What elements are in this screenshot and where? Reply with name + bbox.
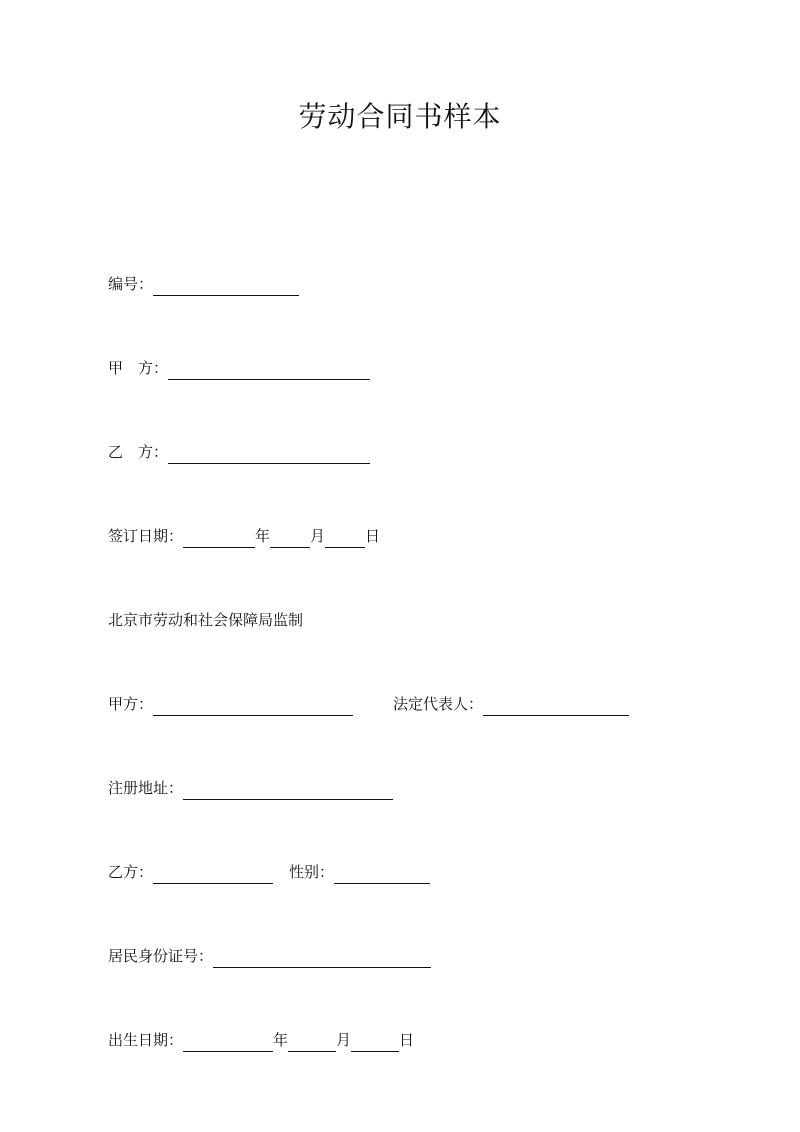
sign-month-blank[interactable] bbox=[270, 529, 310, 548]
employee-blank[interactable] bbox=[153, 865, 273, 884]
legal-rep-blank[interactable] bbox=[483, 697, 629, 716]
sign-day-label: 日 bbox=[365, 527, 381, 545]
party-a-blank[interactable] bbox=[168, 361, 370, 380]
birth-day-blank[interactable] bbox=[351, 1033, 399, 1052]
party-b-label: 乙 方： bbox=[108, 443, 169, 461]
document-title: 劳动合同书样本 bbox=[298, 100, 502, 133]
birth-month-blank[interactable] bbox=[288, 1033, 336, 1052]
reg-address-blank[interactable] bbox=[183, 781, 393, 800]
birth-day-label: 日 bbox=[399, 1031, 415, 1049]
employer-blank[interactable] bbox=[153, 697, 353, 716]
id-number-label: 居民身份证号： bbox=[108, 947, 214, 965]
party-b-row bbox=[108, 440, 370, 464]
sign-month-label: 月 bbox=[310, 527, 326, 545]
birth-date-row bbox=[108, 1028, 414, 1052]
serial-number-blank[interactable] bbox=[153, 277, 299, 296]
party-a-label: 甲 方： bbox=[108, 359, 169, 377]
party-b-blank[interactable] bbox=[168, 445, 370, 464]
sign-date-row bbox=[108, 524, 380, 548]
employer-label: 甲方： bbox=[108, 695, 154, 713]
employee-label: 乙方： bbox=[108, 863, 154, 881]
supervisor-text: 北京市劳动和社会保障局监制 bbox=[108, 611, 304, 629]
party-a-row bbox=[108, 356, 370, 380]
sign-date-label: 签订日期： bbox=[108, 527, 184, 545]
employer-row bbox=[108, 692, 629, 716]
sign-year-label: 年 bbox=[255, 527, 271, 545]
id-number-blank[interactable] bbox=[213, 949, 431, 968]
gender-label: 性别： bbox=[289, 863, 335, 881]
reg-address-label: 注册地址： bbox=[108, 779, 184, 797]
employee-row bbox=[108, 860, 430, 884]
birth-date-label: 出生日期： bbox=[108, 1031, 184, 1049]
reg-address-row bbox=[108, 776, 393, 800]
serial-number-label: 编号： bbox=[108, 275, 154, 293]
gender-blank[interactable] bbox=[334, 865, 430, 884]
serial-number-row bbox=[108, 272, 299, 296]
supervisor-row bbox=[108, 608, 303, 632]
birth-month-label: 月 bbox=[336, 1031, 352, 1049]
sign-year-blank[interactable] bbox=[183, 529, 255, 548]
id-number-row bbox=[108, 944, 431, 968]
legal-rep-label: 法定代表人： bbox=[393, 695, 484, 713]
sign-day-blank[interactable] bbox=[325, 529, 365, 548]
birth-year-blank[interactable] bbox=[183, 1033, 273, 1052]
birth-year-label: 年 bbox=[273, 1031, 289, 1049]
